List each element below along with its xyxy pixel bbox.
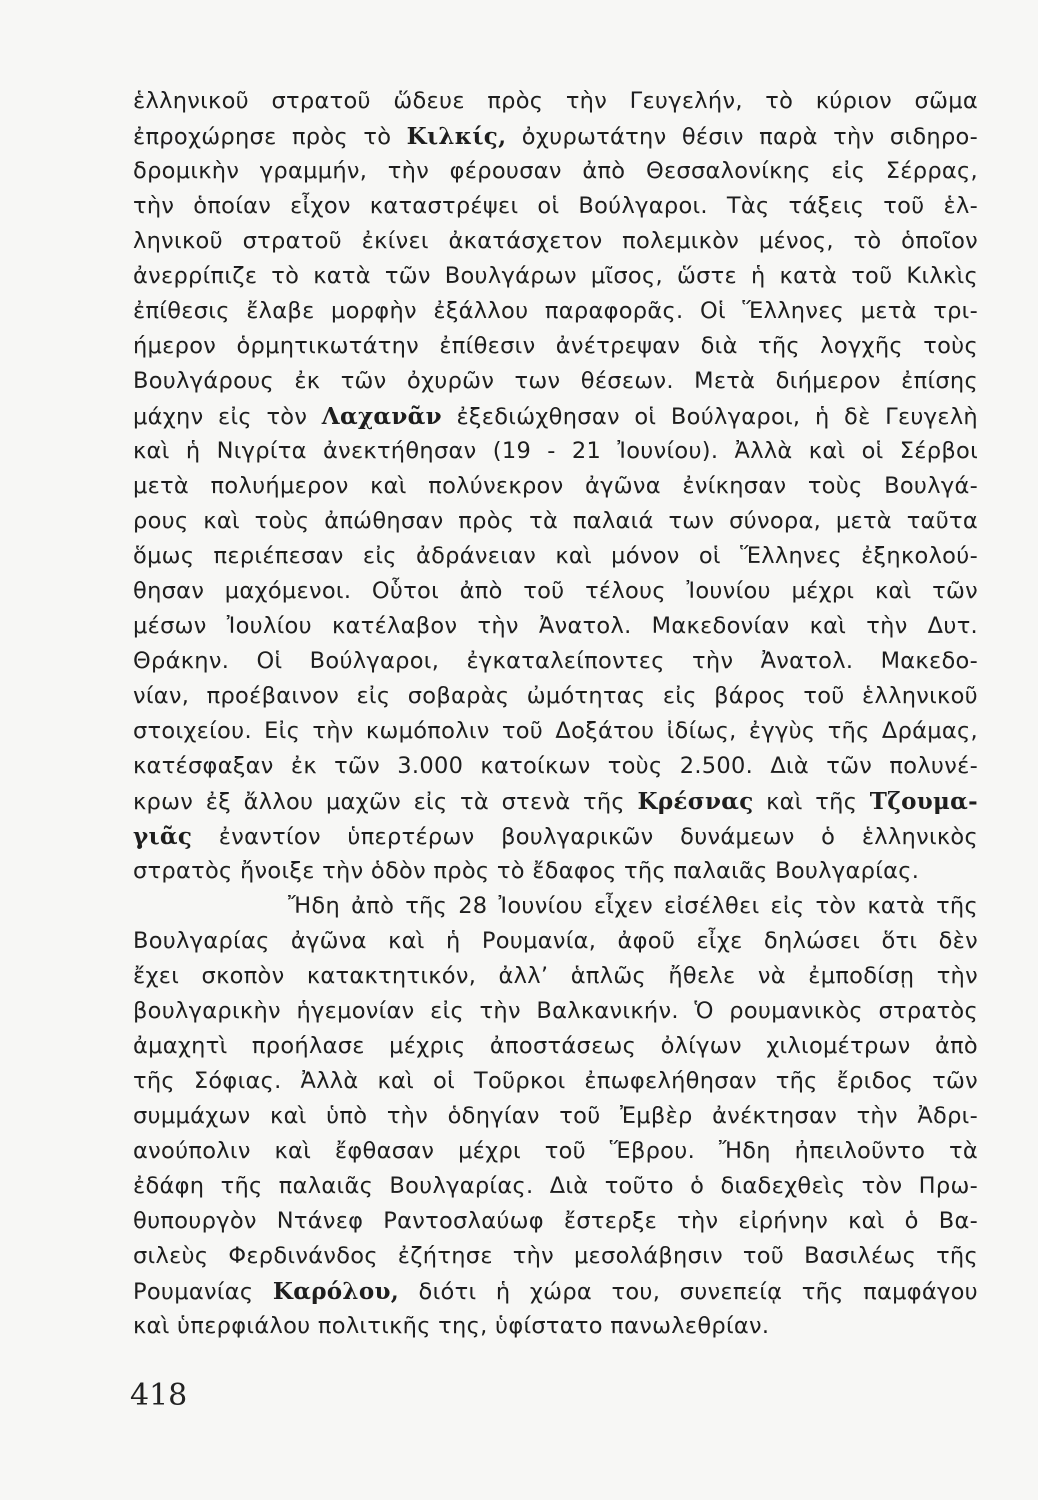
text-run: νίαν, προέβαινον εἰς σοβαρὰς ὠμότητας εἰς βάρος τοῦ ἑλληνικοῦ: [133, 683, 978, 709]
text-line: [133, 679, 978, 714]
text-run: ανούπολιν καὶ ἔφθασαν μέχρι τοῦ Ἕβρου. Ἤδη ἠπειλοῦντο τὰ: [133, 1138, 978, 1164]
text-run: τῆς Σόφιας. Ἀλλὰ καὶ οἱ Τοῦρκοι ἐπωφελήθησαν τῆς ἔριδος τῶν: [133, 1068, 978, 1094]
text-line: [133, 1169, 978, 1204]
text-line: [133, 1274, 978, 1309]
text-run: βουλγαρικὴν ἡγεμονίαν εἰς τὴν Βαλκανικήν. Ὁ ρουμανικὸς στρατὸς: [133, 998, 978, 1024]
text-line: [133, 84, 978, 119]
text-line: [133, 994, 978, 1029]
text-run: κρων ἐξ ἄλλου μαχῶν εἰς τὰ στενὰ τῆς: [133, 789, 638, 815]
text-run: ὀχυρωτάτην θέσιν παρὰ τὴν σιδηρο-: [506, 124, 979, 150]
text-line: [133, 434, 978, 469]
text-line: [133, 259, 978, 294]
text-run: Ἤδη ἀπὸ τῆς 28 Ἰουνίου εἶχεν εἰσέλθει εἰς τὸν κατὰ τῆς: [288, 893, 978, 919]
text-run: ἀμαχητὶ προήλασε μέχρις ἀποστάσεως ὀλίγων χιλιομέτρων ἀπὸ: [133, 1033, 978, 1059]
text-line: [133, 189, 978, 224]
text-run: σιλεὺς Φερδινάνδος ἐζήτησε τὴν μεσολάβησιν τοῦ Βασιλέως τῆς: [133, 1243, 978, 1269]
text-line: [133, 119, 978, 154]
text-run: δρομικὴν γραμμήν, τὴν φέρουσαν ἀπὸ Θεσσαλονίκης εἰς Σέρρας,: [133, 158, 978, 184]
text-run: θησαν μαχόμενοι. Οὗτοι ἀπὸ τοῦ τέλους Ἰουνίου μέχρι καὶ τῶν: [133, 578, 978, 604]
text-line: [133, 1099, 978, 1134]
bold-place-name: Κιλκίς,: [406, 123, 507, 150]
text-line: [133, 469, 978, 504]
text-run: καὶ ἡ Νιγρίτα ἀνεκτήθησαν (19 - 21 Ἰουνίου). Ἀλλὰ καὶ οἱ Σέρβοι: [133, 438, 978, 464]
text-line: [133, 959, 978, 994]
text-run: ὅμως περιέπεσαν εἰς ἀδράνειαν καὶ μόνον οἱ Ἕλληνες ἐξηκολού-: [133, 543, 978, 569]
text-run: ἑλληνικοῦ στρατοῦ ὥδευε πρὸς τὴν Γευγελήν, τὸ κύριον σῶμα: [133, 88, 978, 114]
text-line: [133, 1029, 978, 1064]
text-line: [133, 1064, 978, 1099]
text-run: ληνικοῦ στρατοῦ ἐκίνει ἀκατάσχετον πολεμικὸν μένος, τὸ ὁποῖον: [133, 228, 978, 254]
text-run: ἐξεδιώχθησαν οἱ Βούλγαροι, ἡ δὲ Γευγελὴ: [441, 404, 978, 430]
text-run: Ρουμανίας: [133, 1279, 273, 1305]
text-line: [133, 1134, 978, 1169]
text-line: [133, 154, 978, 189]
text-run: καὶ ὑπερφιάλου πολιτικῆς της, ὑφίστατο πανωλεθρίαν.: [133, 1313, 770, 1339]
text-line: [133, 749, 978, 784]
text-run: ἀνερρίπιζε τὸ κατὰ τῶν Βουλγάρων μῖσος, ὥστε ἡ κατὰ τοῦ Κιλκὶς: [133, 263, 978, 289]
bold-place-name: γιᾶς: [133, 823, 193, 850]
bold-place-name: Κρέσνας: [637, 788, 754, 815]
text-line: [133, 924, 978, 959]
text-line: [133, 784, 978, 819]
text-line: [133, 644, 978, 679]
text-line: [133, 714, 978, 749]
text-line: [133, 294, 978, 329]
text-line: [133, 889, 978, 924]
text-line: [133, 504, 978, 539]
text-run: θυπουργὸν Ντάνεφ Ραντοσλαύωφ ἔστερξε τὴν εἰρήνην καὶ ὁ Βα-: [133, 1208, 978, 1234]
text-line: [133, 819, 978, 854]
text-run: ἐπροχώρησε πρὸς τὸ: [133, 124, 407, 150]
text-run: ἐπίθεσις ἔλαβε μορφὴν ἐξάλλου παραφορᾶς. Οἱ Ἕλληνες μετὰ τρι-: [133, 298, 978, 324]
text-line: [133, 399, 978, 434]
text-line: [133, 329, 978, 364]
text-line: [133, 224, 978, 259]
text-run: ἐδάφη τῆς παλαιᾶς Βουλγαρίας. Διὰ τοῦτο ὁ διαδεχθεὶς τὸν Πρω-: [133, 1173, 978, 1199]
text-run: διότι ἡ χώρα του, συνεπείᾳ τῆς παμφάγου: [399, 1279, 978, 1305]
text-run: ρους καὶ τοὺς ἀπώθησαν πρὸς τὰ παλαιά των σύνορα, μετὰ ταῦτα: [133, 508, 978, 534]
text-run: ἐναντίον ὑπερτέρων βουλγαρικῶν δυνάμεων ὁ ἑλληνικὸς: [192, 824, 978, 850]
text-run: στοιχείου. Εἰς τὴν κωμόπολιν τοῦ Δοξάτου ἰδίως, ἐγγὺς τῆς Δράμας,: [133, 718, 978, 744]
text-run: στρατὸς ἤνοιξε τὴν ὁδὸν πρὸς τὸ ἔδαφος τῆς παλαιᾶς Βουλγαρίας.: [133, 858, 920, 884]
text-line: [133, 364, 978, 399]
text-run: Θράκην. Οἱ Βούλγαροι, ἐγκαταλείποντες τὴν Ἀνατολ. Μακεδο-: [133, 648, 978, 674]
text-run: μετὰ πολυήμερον καὶ πολύνεκρον ἀγῶνα ἐνίκησαν τοὺς Βουλγά-: [133, 473, 978, 499]
text-run: καὶ τῆς: [753, 789, 870, 815]
text-run: μέσων Ἰουλίου κατέλαβον τὴν Ἀνατολ. Μακεδονίαν καὶ τὴν Δυτ.: [133, 613, 978, 639]
text-line: [133, 1239, 978, 1274]
text-line: [133, 539, 978, 574]
bold-place-name: Τζουμα-: [869, 788, 978, 815]
text-run: Βουλγάρους ἐκ τῶν ὀχυρῶν των θέσεων. Μετὰ διήμερον ἐπίσης: [133, 368, 978, 394]
text-line: [133, 1204, 978, 1239]
text-run: κατέσφαξαν ἐκ τῶν 3.000 κατοίκων τοὺς 2.500. Διὰ τῶν πολυνέ-: [133, 753, 978, 779]
text-run: ήμερον ὁρμητικωτάτην ἐπίθεσιν ἀνέτρεψαν διὰ τῆς λογχῆς τοὺς: [133, 333, 978, 359]
bold-place-name: Καρόλου,: [272, 1278, 400, 1305]
text-run: τὴν ὁποίαν εἶχον καταστρέψει οἱ Βούλγαροι. Τὰς τάξεις τοῦ ἑλ-: [133, 193, 978, 219]
bold-place-name: Λαχανᾶν: [321, 403, 442, 430]
text-line: [133, 609, 978, 644]
page-number: 418: [130, 1378, 188, 1413]
text-line: [133, 854, 978, 889]
text-line: [133, 574, 978, 609]
text-run: μάχην εἰς τὸν: [133, 404, 322, 430]
text-line: [133, 1309, 978, 1344]
text-run: ἔχει σκοπὸν κατακτητικόν, ἀλλ’ ἁπλῶς ἤθελε νὰ ἐμποδίσῃ τὴν: [133, 963, 978, 989]
body-text: [133, 84, 978, 1344]
text-run: Βουλγαρίας ἀγῶνα καὶ ἡ Ρουμανία, ἀφοῦ εἶχε δηλώσει ὅτι δὲν: [133, 928, 978, 954]
text-run: συμμάχων καὶ ὑπὸ τὴν ὁδηγίαν τοῦ Ἐμβὲρ ἀνέκτησαν τὴν Ἀδρι-: [133, 1103, 978, 1129]
